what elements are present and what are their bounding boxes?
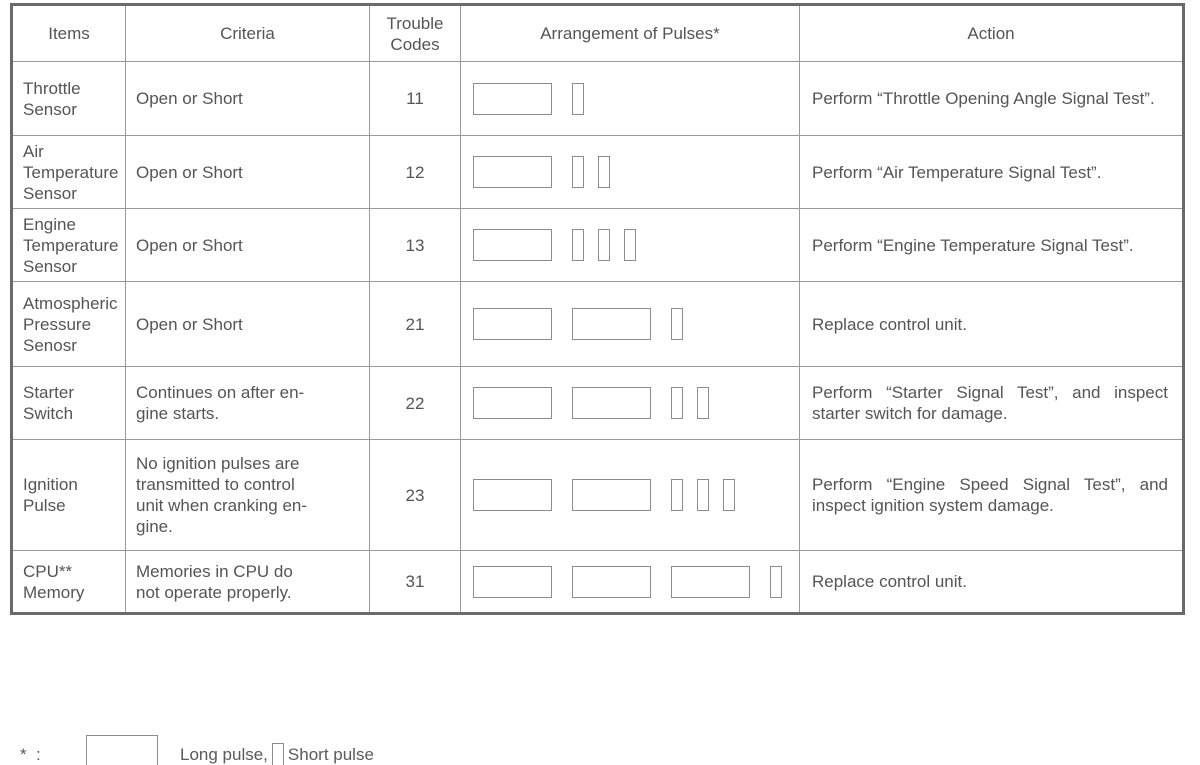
long-pulse (473, 387, 552, 419)
table-row (12, 440, 1184, 551)
short-pulse (671, 479, 683, 511)
pulse-cell (461, 136, 800, 209)
item-cell: Atmospheric Pressure Senosr (12, 282, 126, 367)
table-row (12, 367, 1184, 440)
short-pulse (572, 156, 584, 188)
code-cell: 12 (370, 136, 461, 209)
pulse-cell (461, 367, 800, 440)
short-pulse (671, 387, 683, 419)
pulse-diagram (473, 566, 799, 598)
criteria-cell: No ignition pulses are transmitted to control unit when cranking en- gine. (126, 440, 370, 551)
table-row (12, 282, 1184, 367)
short-pulse (671, 308, 683, 340)
pulse-legend-footnote (20, 735, 374, 765)
short-pulse (697, 479, 709, 511)
table-row (12, 551, 1184, 614)
criteria-cell: Open or Short (126, 136, 370, 209)
action-cell: Perform “Engine Speed Signal Test”, and inspect ignition system damage. (800, 440, 1184, 551)
code-cell: 23 (370, 440, 461, 551)
long-pulse (572, 479, 651, 511)
pulse-diagram (473, 308, 799, 340)
long-pulse (473, 479, 552, 511)
code-cell: 31 (370, 551, 461, 614)
code-cell: 11 (370, 62, 461, 136)
action-cell: Perform “Throttle Opening Angle Signal Test”. (800, 62, 1184, 136)
short-pulse (572, 83, 584, 115)
action-cell: Perform “Engine Temperature Signal Test”. (800, 209, 1184, 282)
short-pulse-symbol (272, 743, 284, 765)
header-codes-line2: Codes (390, 34, 440, 54)
item-cell: Starter Switch (12, 367, 126, 440)
long-pulse (473, 308, 552, 340)
footnote-star: * (20, 745, 27, 764)
item-cell: Engine Temperature Sensor (12, 209, 126, 282)
long-pulse (473, 566, 552, 598)
header-items: Items (12, 5, 126, 62)
criteria-cell: Memories in CPU do not operate properly. (126, 551, 370, 614)
action-cell: Perform “Starter Signal Test”, and inspect starter switch for damage. (800, 367, 1184, 440)
long-pulse (572, 387, 651, 419)
criteria-cell: Continues on after en- gine starts. (126, 367, 370, 440)
code-cell: 13 (370, 209, 461, 282)
trouble-code-table (10, 3, 1185, 615)
criteria-cell: Open or Short (126, 282, 370, 367)
header-row (12, 5, 1184, 62)
footnote-colon: : (36, 745, 41, 764)
pulse-cell (461, 62, 800, 136)
table-row (12, 136, 1184, 209)
header-codes-line1: Trouble (386, 13, 444, 33)
short-pulse (624, 229, 636, 261)
item-cell: Ignition Pulse (12, 440, 126, 551)
criteria-cell: Open or Short (126, 209, 370, 282)
pulse-cell (461, 440, 800, 551)
long-pulse-symbol (86, 735, 158, 765)
pulse-diagram (473, 479, 799, 511)
code-cell: 21 (370, 282, 461, 367)
long-pulse (671, 566, 750, 598)
item-cell: CPU** Memory (12, 551, 126, 614)
long-pulse (473, 156, 552, 188)
pulse-cell (461, 209, 800, 282)
long-pulse (473, 83, 552, 115)
pulse-diagram (473, 156, 799, 188)
criteria-cell: Open or Short (126, 62, 370, 136)
header-criteria: Criteria (126, 5, 370, 62)
long-pulse-label: Long pulse, (180, 745, 268, 764)
short-pulse (572, 229, 584, 261)
code-cell: 22 (370, 367, 461, 440)
pulse-diagram (473, 83, 799, 115)
pulse-diagram (473, 229, 799, 261)
long-pulse (572, 566, 651, 598)
short-pulse (697, 387, 709, 419)
long-pulse (572, 308, 651, 340)
short-pulse (598, 229, 610, 261)
short-pulse (770, 566, 782, 598)
header-pulses: Arrangement of Pulses* (461, 5, 800, 62)
pulse-diagram (473, 387, 799, 419)
table-row (12, 62, 1184, 136)
table-row (12, 209, 1184, 282)
item-cell: Throttle Sensor (12, 62, 126, 136)
action-cell: Replace control unit. (800, 551, 1184, 614)
header-action: Action (800, 5, 1184, 62)
pulse-cell (461, 551, 800, 614)
header-trouble-codes (370, 5, 461, 62)
item-cell: Air Temperature Sensor (12, 136, 126, 209)
long-pulse (473, 229, 552, 261)
action-cell: Perform “Air Temperature Signal Test”. (800, 136, 1184, 209)
short-pulse-label: Short pulse (287, 745, 374, 764)
action-cell: Replace control unit. (800, 282, 1184, 367)
short-pulse (598, 156, 610, 188)
short-pulse (723, 479, 735, 511)
pulse-cell (461, 282, 800, 367)
